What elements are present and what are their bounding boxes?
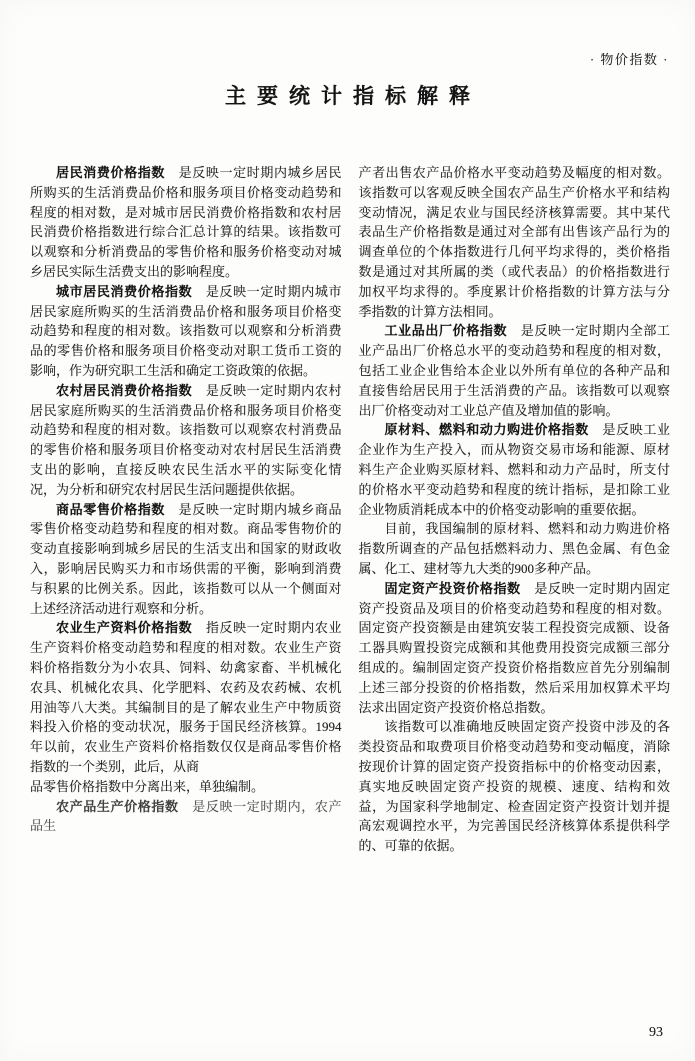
paragraph-text: 是反映一定时期内，农产品生 xyxy=(30,798,342,834)
paragraph-text: 该指数可以准确地反映固定资产投资中涉及的各类投资品和取费项目价格变动趋势和变动幅度，消除按现价计算的固定资产投资指标中的价格变动因素，真实地反映固定资产投资的规模、速度、结构和效益，为国家科学地制定、检查固定资产投资计划并提高宏观调控水平，为完善国民经济核算体系提供科学的、可靠的依据。 xyxy=(358,719,670,854)
page-title: 主要统计指标解释 xyxy=(225,85,481,108)
indicator-heading: 固定资产投资价格指数 xyxy=(384,580,521,596)
paragraph xyxy=(30,797,342,837)
paragraph-text: 是反映一定时期内城市居民家庭所购买的生活消费品价格和服务项目价格变动趋势和程度的相对数。该指数可以观察和分析消费品的零售价格和服务项目价格变动对职工货币工资的影响，作为研究职工生活和确定工资政策的依据。 xyxy=(30,283,342,378)
paragraph xyxy=(359,163,671,321)
indicator-heading: 农业生产资料价格指数 xyxy=(56,620,193,636)
paragraph-text: 产者出售农产品价格水平变动趋势及幅度的相对数。该指数可以客观反映全国农产品生产价格水平和结构变动情况，满足农业与国民经济核算需要。其中某代表品生产价格指数是通过对全部有出售该产品行为的调查单位的个体指数进行几何平均求得的，类价格指数是通过对其所属的类（或代表品）的价格指数进行加权平均求得的。季度累计价格指数的计算方法与分季指数的计算方法相同。 xyxy=(358,165,670,319)
paragraph xyxy=(359,420,671,519)
paragraph-text: 是反映一定时期内固定资产投资品及项目的价格变动趋势和程度的相对数。固定资产投资额是由建筑安装工程投资完成额、设备工器具购置投资完成额和其他费用投资完成额三部分组成的。编制固定资产投资价格指数应首先分别编制上述三部分投资的价格指数，然后采用加权算术平均法求出固定资产投资价格总指数。 xyxy=(358,580,670,715)
indicator-heading: 工业品出厂价格指数 xyxy=(384,323,508,339)
paragraph xyxy=(30,381,342,500)
paragraph xyxy=(30,777,342,797)
indicator-heading: 居民消费价格指数 xyxy=(56,165,165,180)
paragraph-text: 目前，我国编制的原材料、燃料和动力购进价格指数所调查的产品包括燃料动力、黑色金属、有色金属、化工、建材等九大类的900多种产品。 xyxy=(358,521,670,576)
two-column-body xyxy=(30,163,670,856)
indicator-heading: 城市居民消费价格指数 xyxy=(56,283,193,299)
paragraph-text: 是反映一定时期内农村居民家庭所购买的生活消费品价格和服务项目价格变动趋势和程度的相对数。该指数可以观察农村消费品的零售价格和服务项目价格变动对农村居民生活消费支出的影响，直接反映农民生活水平的实际变化情况，为分析和研究农村居民生活问题提供依据。 xyxy=(30,382,342,497)
indicator-heading: 农村居民消费价格指数 xyxy=(56,382,193,398)
paragraph-text: 是反映一定时期内城乡居民所购买的生活消费品价格和服务项目价格变动趋势和程度的相对数，是对城市居民消费价格指数和农村居民消费价格指数进行综合汇总计算的结果。该指数可以观察和分析消费品的零售价格和服务价格变动对城乡居民实际生活费支出的影响程度。 xyxy=(30,165,342,279)
right-column xyxy=(359,163,671,856)
left-column xyxy=(30,163,342,856)
paragraph xyxy=(30,163,342,282)
paragraph-text: 品零售价格指数中分离出来，单独编制。 xyxy=(30,778,265,794)
paragraph xyxy=(30,282,342,381)
paragraph xyxy=(30,618,342,776)
indicator-heading: 农产品生产价格指数 xyxy=(56,798,179,814)
paragraph-text: 是反映工业企业作为生产投入，而从物资交易市场和能源、原材料生产企业购买原材料、燃料和动力产品时，所支付的价格水平变动趋势和程度的统计指标，是扣除工业企业物质消耗成本中的价格变动影响的重要依据。 xyxy=(358,422,670,517)
paragraph xyxy=(359,717,671,856)
paragraph xyxy=(30,500,342,619)
paragraph-text: 是反映一定时期内全部工业产品出厂价格总水平的变动趋势和程度的相对数，包括工业企业售给本企业以外所有单位的各种产品和直接售给居民用于生活消费的产品。该指数可以观察出厂价格变动对工业总产值及增加值的影响。 xyxy=(358,323,670,418)
paragraph xyxy=(359,579,671,718)
paragraph xyxy=(359,519,671,578)
paragraph-text: 指反映一定时期内农业生产资料价格变动趋势和程度的相对数。农业生产资料价格指数分为小农具、饲料、幼禽家畜、半机械化农具、机械化农具、化学肥料、农药及农药械、农机用油等八大类。其编制目的是了解农业生产中物质资料投入价格的变动状况，服务于国民经济核算。1994年以前，农业生产资料价格指数仅仅是商品零售价格指数的一个类别，此后，从商 xyxy=(30,620,342,774)
page-number: 93 xyxy=(649,1025,663,1040)
paragraph-text: 是反映一定时期内城乡商品零售价格变动趋势和程度的相对数。商品零售物价的变动直接影响到城乡居民的生活支出和国家的财政收入，影响居民购买力和市场供需的平衡，影响到消费与积累的比例关系。因此，该指数可以从一个侧面对上述经济活动进行观察和分析。 xyxy=(30,501,342,616)
running-header: · 物价指数 · xyxy=(589,52,669,67)
paragraph xyxy=(359,321,671,420)
indicator-heading: 商品零售价格指数 xyxy=(56,501,165,517)
indicator-heading: 原材料、燃料和动力购进价格指数 xyxy=(384,422,589,438)
